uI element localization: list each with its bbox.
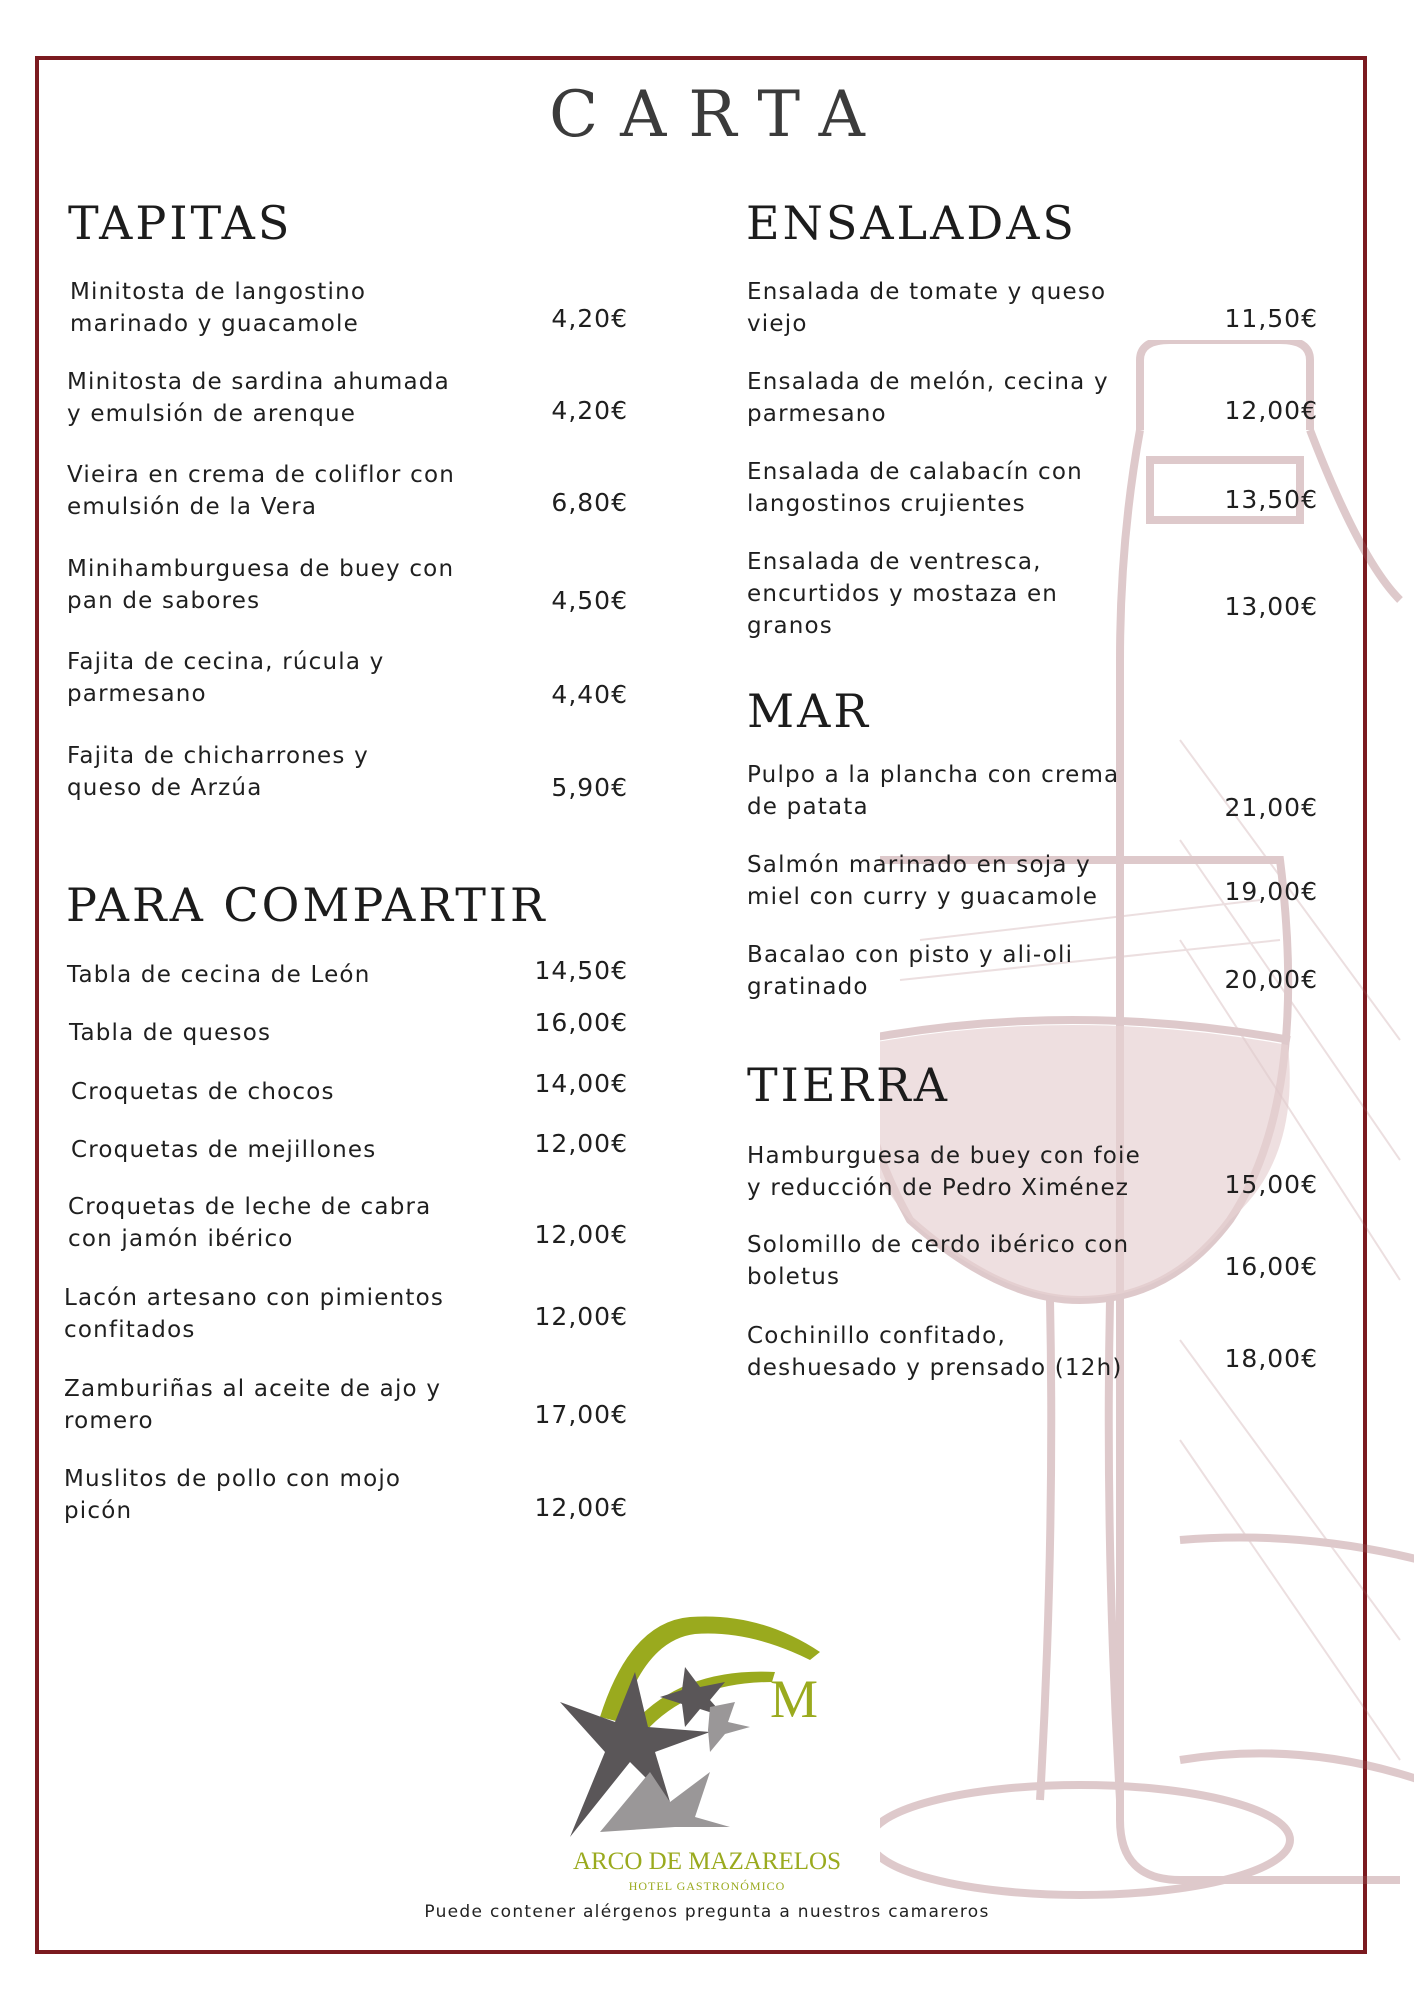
menu-item-price: 16,00€ [534,1008,628,1037]
menu-item-price: 12,00€ [534,1302,628,1331]
menu-item-name: Fajita de chicharrones y queso de Arzúa [67,743,369,801]
menu-item-price: 4,20€ [551,396,628,425]
section-title-mar: MAR [747,684,871,738]
menu-item-price: 15,00€ [1224,1170,1318,1199]
menu-item-name: Solomillo de cerdo ibérico con boletus [747,1232,1130,1290]
menu-item-name: Vieira en crema de coliflor con emulsión de la Vera [67,462,455,520]
menu-item-name: Minitosta de sardina ahumada y emulsión de arenque [67,369,450,427]
logo-name: ARCO DE MAZARELOS [572,1848,842,1875]
menu-item-price: 11,50€ [1224,304,1318,333]
menu-item-price: 5,90€ [551,773,628,802]
menu-item-name: Ensalada de ventresca, encurtidos y mostaza en granos [747,549,1059,639]
menu-item-price: 12,00€ [534,1129,628,1158]
menu-item-name: Croquetas de leche de cabra con jamón ibérico [68,1194,432,1252]
logo-letter: M [770,1669,819,1729]
menu-item-name: Zamburiñas al aceite de ajo y romero [64,1376,442,1434]
menu-item-price: 12,00€ [1224,396,1318,425]
menu-item-name: Hamburguesa de buey con foie y reducción de Pedro Ximénez [747,1143,1141,1201]
menu-item-name: Lacón artesano con pimientos confitados [64,1285,445,1343]
menu-item-price: 4,20€ [551,304,628,333]
menu-item-name: Minitosta de langostino marinado y guacamole [70,279,367,337]
menu-item-price: 18,00€ [1224,1344,1318,1373]
menu-item-name: Muslitos de pollo con mojo picón [64,1466,402,1524]
menu-item-name: Cochinillo confitado, deshuesado y prensado (12h) [747,1323,1123,1381]
menu-item-price: 20,00€ [1224,965,1318,994]
menu-item-price: 21,00€ [1224,793,1318,822]
menu-item-name: Ensalada de calabacín con langostinos crujientes [747,459,1083,517]
section-title-tapitas: TAPITAS [68,196,293,250]
menu-item-price: 19,00€ [1224,877,1318,906]
menu-item-name: Tabla de quesos [69,1020,272,1046]
menu-item-name: Minihamburguesa de buey con pan de sabores [67,556,455,614]
menu-item-name: Ensalada de tomate y queso viejo [747,279,1107,337]
section-title-ensaladas: ENSALADAS [746,196,1077,250]
menu-item-price: 12,00€ [534,1493,628,1522]
allergen-note: Puede contener alérgenos pregunta a nuestros camareros [424,1902,990,1922]
menu-item-price: 13,00€ [1224,592,1318,621]
menu-title: CARTA [549,78,887,152]
menu-item-name: Salmón marinado en soja y miel con curry y guacamole [747,852,1099,910]
menu-item-name: Fajita de cecina, rúcula y parmesano [67,649,385,707]
section-title-tierra: TIERRA [747,1058,950,1112]
menu-item-name: Ensalada de melón, cecina y parmesano [747,369,1109,427]
menu-item-price: 4,50€ [551,586,628,615]
menu-item-price: 14,00€ [534,1069,628,1098]
arco-de-mazarelos-logo [560,1612,830,1842]
menu-item-price: 17,00€ [534,1400,628,1429]
menu-item-name: Croquetas de chocos [71,1079,335,1105]
menu-item-price: 4,40€ [551,680,628,709]
menu-item-name: Pulpo a la plancha con crema de patata [747,762,1120,820]
logo-subtitle: HOTEL GASTRONÓMICO [628,1879,786,1893]
menu-item-name: Tabla de cecina de León [67,962,371,988]
menu-item-price: 14,50€ [534,956,628,985]
menu-item-name: Croquetas de mejillones [71,1137,377,1163]
menu-item-price: 6,80€ [551,488,628,517]
menu-item-price: 13,50€ [1224,485,1318,514]
menu-item-name: Bacalao con pisto y ali-oli gratinado [747,942,1074,1000]
section-title-para-compartir: PARA COMPARTIR [66,878,548,932]
menu-item-price: 12,00€ [534,1220,628,1249]
menu-item-price: 16,00€ [1224,1252,1318,1281]
